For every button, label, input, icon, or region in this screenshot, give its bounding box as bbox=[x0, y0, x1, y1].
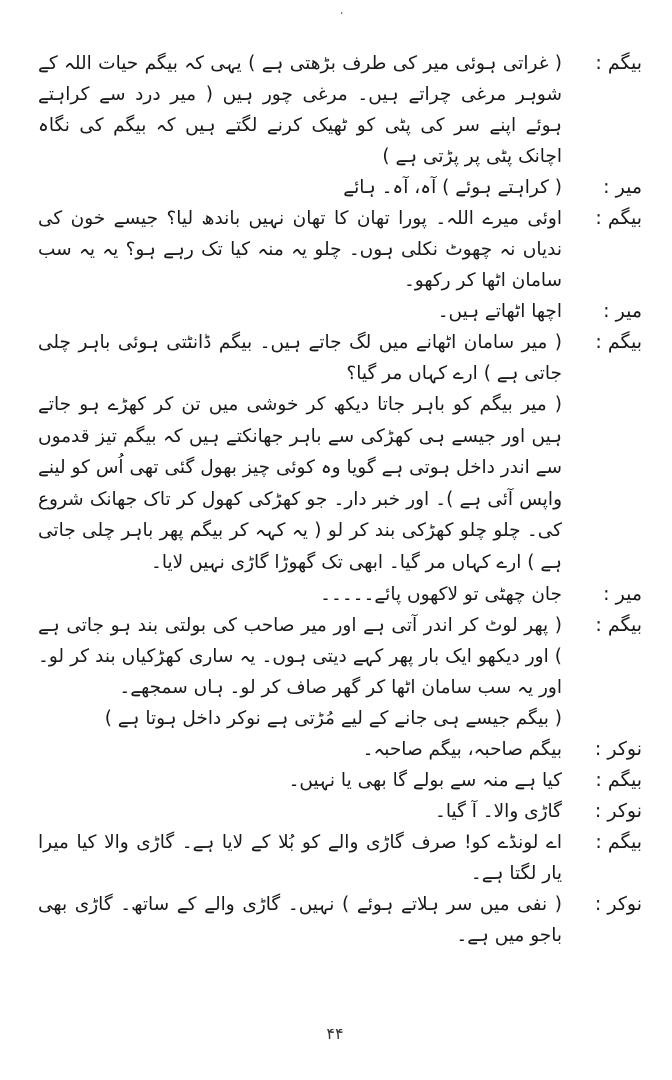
dialogue-entry bbox=[38, 172, 642, 203]
dialogue-text: ( غراتی ہوئی میر کی طرف بڑھتی ہے ) یہی کہ بیگم حیات اللہ کے شوہر مرغی چراتے ہیں۔ مرغی چور ہیں ( میر درد سے کراہتے ہوئے اپنے سر کی پٹی کو ٹھیک کرنے لگتے ہیں کہ بیگم کی نگاہ اچانک پٹی پر پڑتی ہے ) bbox=[38, 53, 562, 167]
dialogue-text: ( پھر لوٹ کر اندر آتی ہے اور میر صاحب کی بولتی بند ہو جاتی ہے ) اور دیکھو ایک بار پھر کہے دیتی ہوں۔ یہ ساری کھڑکیاں بند کر لو۔ اور یہ سب سامان اٹھا کر گھر صاف کر لو۔ ہاں سمجھے۔ bbox=[38, 614, 562, 698]
stage-direction-text: ( میر بیگم کو باہر جاتا دیکھ کر خوشی میں تن کر کھڑے ہو جاتے ہیں اور جیسے ہی کھڑکی سے باہر جھانکتے ہیں کہ بیگم تیز قدموں سے اندر داخل ہوتی ہے گویا وہ کوئی چیز بھول گئی تھی اُس کو لینے واپس آئی ہے )۔ اور خبر دار۔ جو کھڑکی کھول کر تاک جھانک شروع کی۔ چلو چلو کھڑکی بند کر لو ( یہ کہہ کر بیگم پھر باہر چلی جاتی ہے ) ارے کہاں مر گیا۔ ابھی تک گھوڑا گاڑی نہیں لایا۔ bbox=[38, 394, 562, 573]
dialogue-entry bbox=[38, 796, 642, 827]
stage-direction-entry bbox=[38, 389, 642, 579]
speaker-label: نوکر : bbox=[594, 737, 642, 760]
dialogue-text: گاڑی والا۔ آ گیا۔ bbox=[435, 800, 562, 822]
dialogue-text: ( میر سامان اٹھانے میں لگ جاتے ہیں۔ بیگم ڈانٹتی ہوئی باہر چلی جاتی ہے ) ارے کہاں مر گیا؟ bbox=[38, 332, 562, 384]
dialogue-text: بیگم صاحبہ، بیگم صاحبہ۔ bbox=[362, 738, 562, 760]
speaker-label: بیگم : bbox=[595, 613, 642, 636]
dialogue-text: ( نفی میں سر ہلاتے ہوئے ) نہیں۔ گاڑی والے کے ساتھ۔ گاڑی بھی باجو میں ہے۔ bbox=[38, 893, 562, 946]
page-number: ۴۴ bbox=[326, 1024, 344, 1043]
dialogue-text: اے لونڈے کو! صرف گاڑی والے کو بُلا کے لایا ہے۔ گاڑی والا کیا میرا یار لگتا ہے۔ bbox=[38, 831, 562, 884]
speaker-label: بیگم : bbox=[595, 331, 642, 353]
dialogue-entry bbox=[38, 765, 642, 796]
dialogue-entry bbox=[38, 889, 642, 951]
speaker-label: میر : bbox=[603, 582, 642, 605]
speaker-label: بیگم : bbox=[595, 52, 642, 74]
dialogue-text: اوئی میرے اللہ۔ پورا تھان کا تھان نہیں باندھ لیا؟ جیسے خون کی ندیاں نہ چھوٹ نکلی ہوں۔ چلو یہ منہ کیا تک رہے ہو؟ یہ یہ سب سامان اٹھا کر رکھو۔ bbox=[38, 208, 562, 291]
speaker-label: میر : bbox=[603, 176, 642, 198]
dialogue-entry bbox=[38, 203, 642, 296]
stage-direction-entry bbox=[38, 703, 642, 734]
dialogue-text: ( کراہتے ہوئے ) آہ، آہ۔ ہائے bbox=[343, 177, 562, 198]
speaker-label: نوکر : bbox=[594, 799, 642, 822]
speaker-label: بیگم : bbox=[595, 768, 642, 791]
speaker-label: بیگم : bbox=[595, 830, 642, 853]
dialogue-text: کیا ہے منہ سے بولے گا بھی یا نہیں۔ bbox=[288, 769, 562, 791]
top-mark: ، bbox=[340, 6, 344, 17]
dialogue-entry bbox=[38, 610, 642, 703]
play-script bbox=[38, 48, 642, 951]
speaker-label: میر : bbox=[603, 300, 642, 322]
dialogue-text: جان چھٹی تو لاکھوں پائے۔۔۔۔۔ bbox=[320, 583, 562, 605]
dialogue-entry bbox=[38, 579, 642, 610]
speaker-label: بیگم : bbox=[595, 207, 642, 229]
dialogue-entry bbox=[38, 327, 642, 389]
dialogue-entry bbox=[38, 48, 642, 172]
speaker-label: نوکر : bbox=[594, 892, 642, 915]
stage-direction-text: ( بیگم جیسے ہی جانے کے لیے مُڑتی ہے نوکر داخل ہوتا ہے ) bbox=[104, 707, 562, 729]
dialogue-text: اچھا اٹھاتے ہیں۔ bbox=[437, 301, 562, 322]
dialogue-entry bbox=[38, 296, 642, 327]
dialogue-entry bbox=[38, 734, 642, 765]
dialogue-entry bbox=[38, 827, 642, 889]
